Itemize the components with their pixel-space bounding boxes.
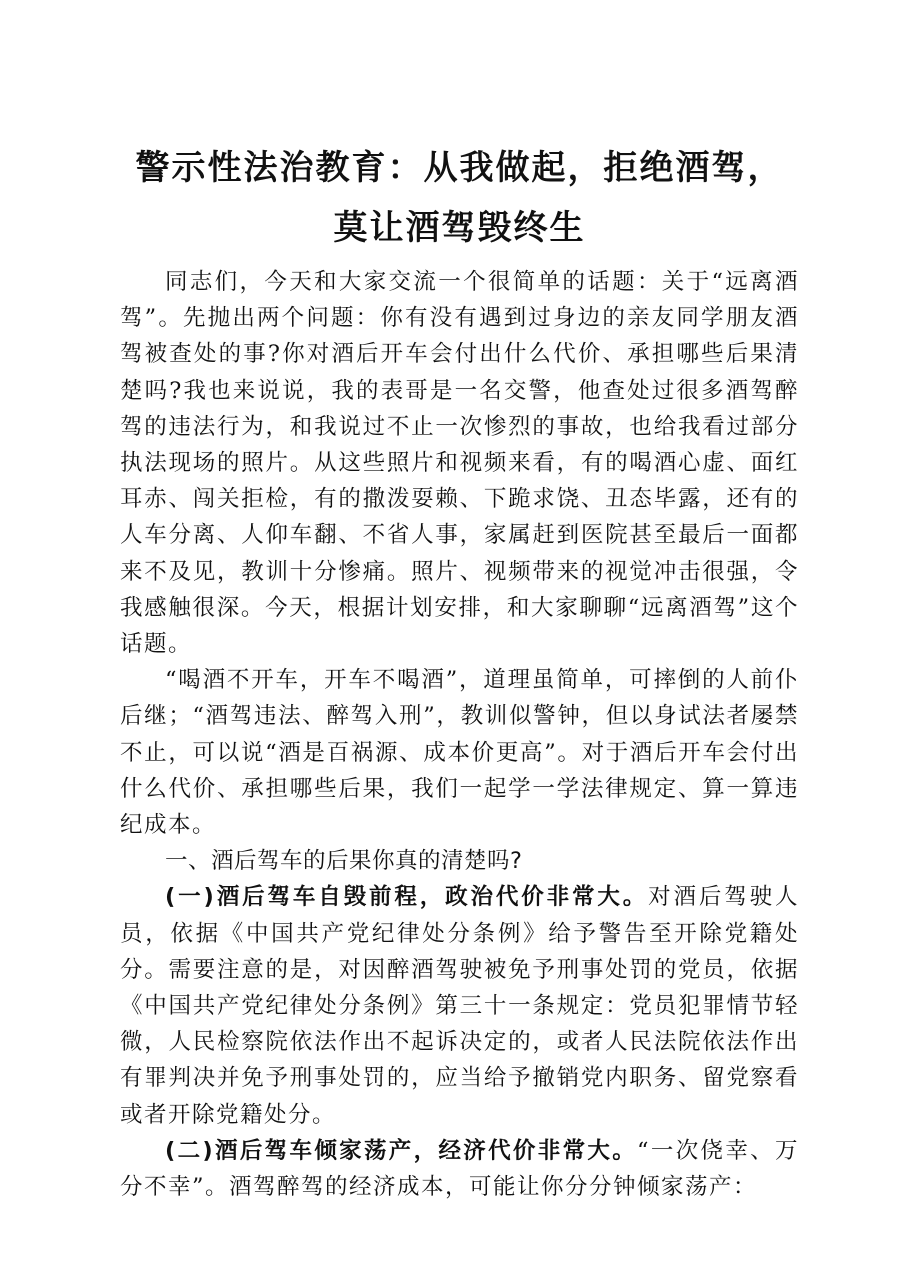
item-1-lead: (一)酒后驾车自毁前程，政治代价非常大。: [165, 884, 649, 911]
second-paragraph: “喝酒不开车，开车不喝酒”，道理虽简单，可摔倒的人前仆后继；“酒驾违法、醉驾入刑”，教训似警钟，但以身试法者屡禁不止，可以说“酒是百祸源、成本价更高”。对于酒后开车会付出什么代价、承担哪些后果，我们一起学一学法律规定、算一算违纪成本。: [120, 667, 799, 839]
section-heading: 一、酒后驾车的后果你真的清楚吗?: [165, 848, 523, 875]
document-title: 警示性法治教育：从我做起，拒绝酒驾，莫让酒驾毁终生: [135, 148, 784, 248]
intro-paragraph: 同志们，今天和大家交流一个很简单的话题：关于“远离酒驾”。先抛出两个问题：你有没有遇到过身边的亲友同学朋友酒驾被查处的事?你对酒后开车会付出什么代价、承担哪些后果清楚吗?我也来说说，我的表哥是一名交警，他查处过很多酒驾醉驾的违法行为，和我说过不止一次惨烈的事故，也给我看过部分执法现场的照片。从这些照片和视频来看，有的喝酒心虚、面红耳赤、闯关拒检，有的撒泼耍赖、下跪求饶、丑态毕露，还有的人车分离、人仰车翻、不省人事，家属赶到医院甚至最后一面都来不及见，教训十分惨痛。照片、视频带来的视觉冲击很强，令我感触很深。今天，根据计划安排，和大家聊聊“远离酒驾”这个话题。: [120, 269, 799, 658]
item-2-lead: (二)酒后驾车倾家荡产，经济代价非常大。: [165, 1137, 638, 1164]
item-2-body: “一次侥幸、万分不幸”。酒驾醉驾的经济成本，可能让你分分钟倾家荡产：: [120, 1137, 799, 1201]
item-1-paragraph: [120, 879, 799, 1132]
item-1-body: 对酒后驾驶人员，依据《中国共产党纪律处分条例》给予警告至开除党籍处分。需要注意的是，对因醉酒驾驶被免予刑事处罚的党员，依据《中国共产党纪律处分条例》第三十一条规定：党员犯罪情节轻微，人民检察院依法作出不起诉决定的，或者人民法院依法作出有罪判决并免予刑事处罚的，应当给予撤销党内职务、留党察看或者开除党籍处分。: [120, 884, 799, 1128]
item-2-paragraph: [120, 1133, 799, 1205]
